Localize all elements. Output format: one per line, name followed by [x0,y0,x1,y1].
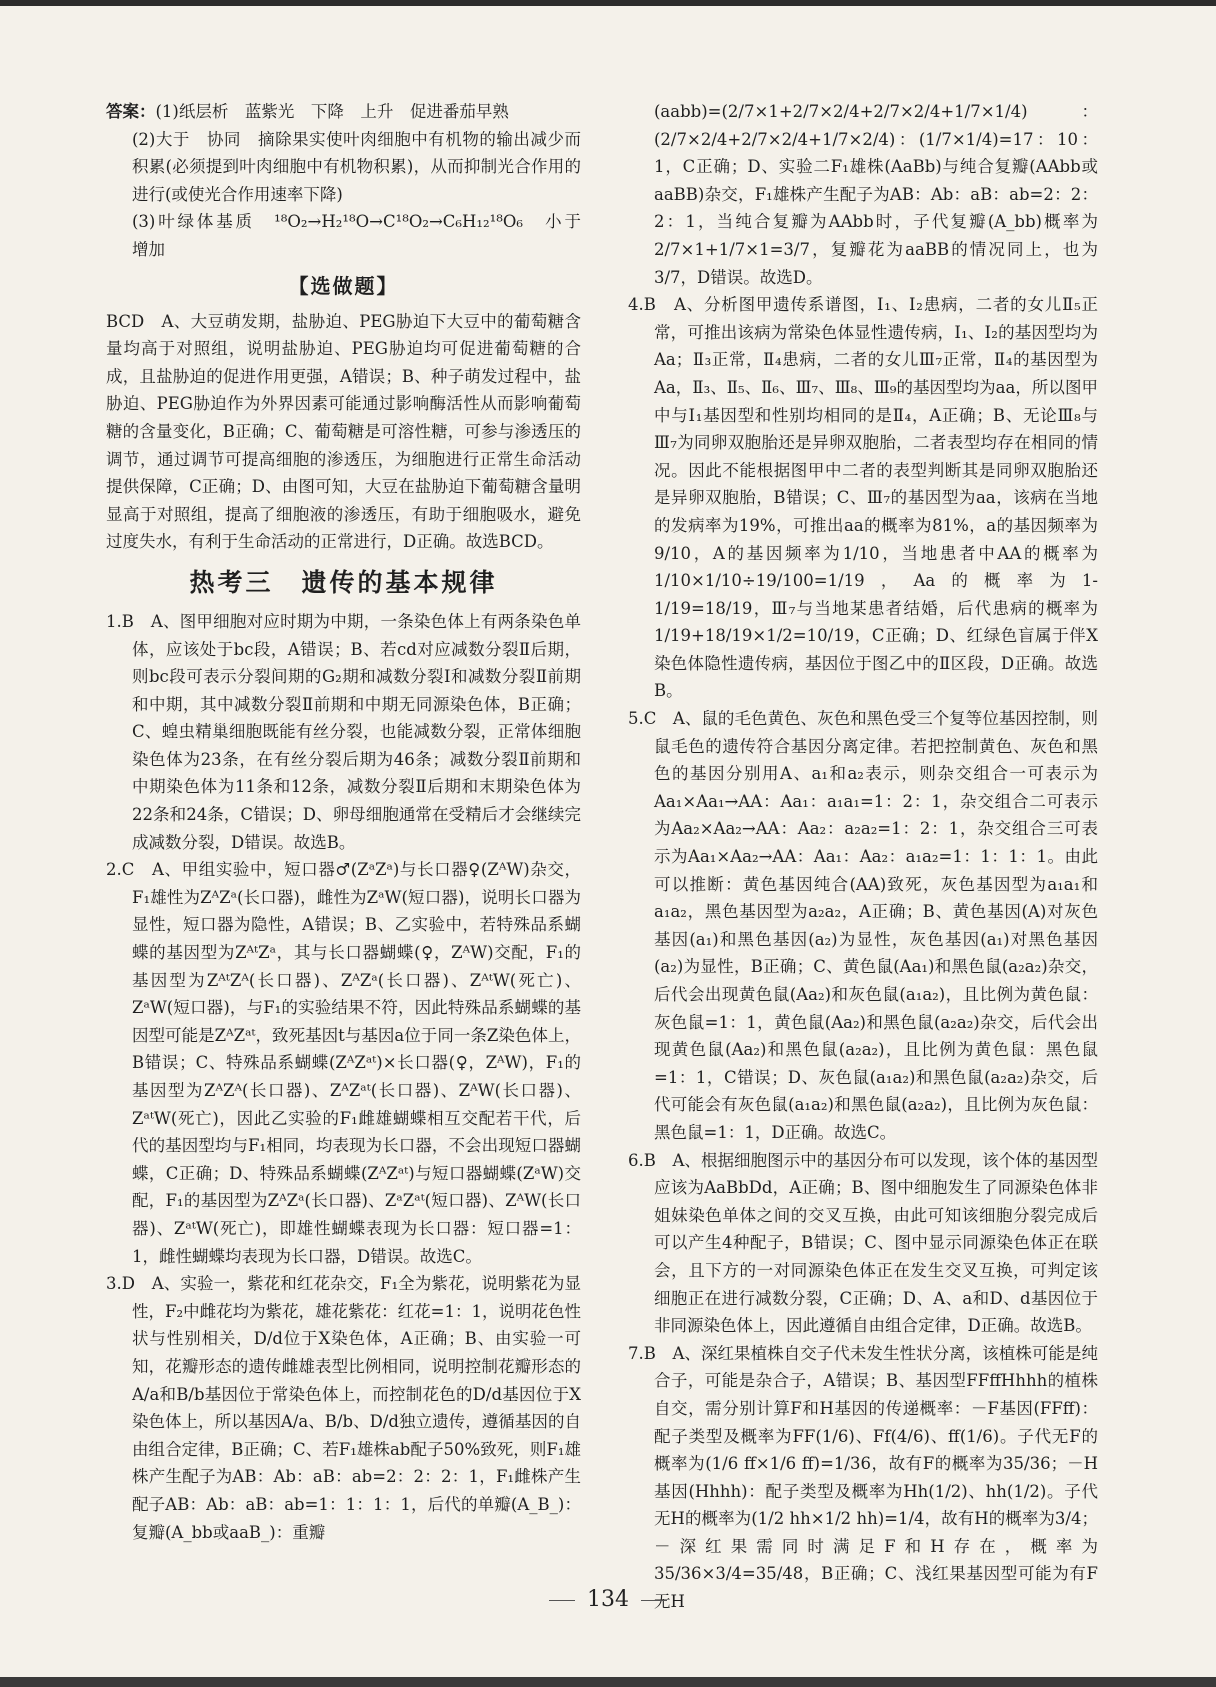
scan-top-edge [0,0,1216,6]
question-item: 7.B A、深红果植株自交子代未发生性状分离，该植株可能是纯合子，可能是杂合子，A错误；B、基因型FFffHhhh的植株自交，需分别计算F和H基因的传递概率：－F基因(FFff)：配子类型及概率为FF(1/6)、Ff(4/6)、ff(1/6)。子代无F的概率为(1/6 ff×1/6 ff)=1/36，故有F的概率为35/36；－H基因(Hhhh)：配子类型及概率为Hh(1/2)、hh(1/2)。子代无H的概率为(1/2 hh×1/2 hh)=1/4，故有H的概率为3/4；－深红果需同时满足F和H存在，概率为35/36×3/4=35/48，B正确；C、浅红果基因型可能为有F无H [628,1343,1098,1612]
question-item: 6.B A、根据细胞图示中的基因分布可以发现，该个体的基因型应该为AaBbDd，A正确；B、图中细胞发生了同源染色体非姐妹染色单体之间的交叉互换，由此可知该细胞分裂完成后可以产生4种配子，B错误；C、图中显示同源染色体正在联会，且下方的一对同源染色体正在发生交叉互换，可判定该细胞正在进行减数分裂，C正确；D、A、a和D、d基因位于非同源染色体上，因此遵循自由组合定律，D正确。故选B。 [628,1150,1098,1336]
answer-line-1: 答案：(1)纸层析 蓝紫光 下降 上升 促进番茄早熟 [106,102,509,121]
page-number-dash-left [549,1600,575,1601]
left-column [106,98,598,1546]
question-item: 2.C A、甲组实验中，短口器♂(ZᵃZᵃ)与长口器♀(ZᴬW)杂交，F₁雄性为ZᴬZᵃ(长口器)，雌性为ZᵃW(短口器)，说明长口器为显性，短口器为隐性，A错误；B、乙实验中，若特殊品系蝴蝶的基因型为ZᴬᵗZᵃ，其与长口器蝴蝶(♀，ZᴬW)交配，F₁的基因型为ZᴬᵗZᴬ(长口器)、ZᴬZᵃ(长口器)、ZᴬᵗW(死亡)、ZᵃW(短口器)，与F₁的实验结果不符，因此特殊品系蝴蝶的基因型可能是ZᴬZᵃᵗ，致死基因t与基因a位于同一条Z染色体上，B错误；C、特殊品系蝴蝶(ZᴬZᵃᵗ)×长口器(♀，ZᴬW)，F₁的基因型为ZᴬZᴬ(长口器)、ZᴬZᵃᵗ(长口器)、ZᴬW(长口器)、ZᵃᵗW(死亡)，因此乙实验的F₁雌雄蝴蝶相互交配若干代，后代的基因型均与F₁相同，均表现为长口器，不会出现短口器蝴蝶，C正确；D、特殊品系蝴蝶(ZᴬZᵃᵗ)与短口器蝴蝶(ZᵃW)交配，F₁的基因型为ZᴬZᵃ(长口器)、ZᵃZᵃᵗ(短口器)、ZᴬW(长口器)、ZᵃᵗW(死亡)，即雄性蝴蝶表现为长口器：短口器=1：1，雌性蝴蝶均表现为长口器，D错误。故选C。 [106,860,581,1266]
elective-heading: 【选做题】 [288,273,399,298]
question-item: 1.B A、图甲细胞对应时期为中期，一条染色体上有两条染色单体，应该处于bc段，A错误；B、若cd对应减数分裂Ⅱ后期，则bc段可表示分裂间期的G₂期和减数分裂Ⅰ和减数分裂Ⅱ前期和中期，其中减数分裂Ⅱ前期和中期无同源染色体，B正确；C、蝗虫精巢细胞既能有丝分裂，也能减数分裂，正常体细胞染色体为23条，在有丝分裂后期为46条；减数分裂Ⅱ前期和中期染色体为11条和12条，减数分裂Ⅱ后期和末期染色体为22条和24条，C错误；D、卵母细胞通常在受精后才会继续完成减数分裂，D错误。故选B。 [106,611,581,852]
question-item: 3.D A、实验一，紫花和红花杂交，F₁全为紫花，说明紫花为显性，F₂中雌花均为紫花，雄花紫花：红花=1：1，说明花色性状与性别相关，D/d位于X染色体，A正确；B、由实验一可知，花瓣形态的遗传雌雄表型比例相同，说明控制花瓣形态的A/a和B/b基因位于常染色体上，而控制花色的D/d基因位于X染色体上，所以基因A/a、B/b、D/d独立遗传，遵循基因的自由组合定律，B正确；C、若F₁雄株ab配子50%致死，则F₁雄株产生配子为AB：Ab：aB：ab=2：2：2：1，F₁雌株产生配子AB：Ab：aB：ab=1：1：1：1，后代的单瓣(A_B_)：复瓣(A_bb或aaB_)：重瓣 [106,1274,581,1542]
right-column [628,98,1098,1616]
page-number: 134 [0,1587,1216,1612]
question-continuation: (aabb)=(2/7×1+2/7×2/4+2/7×2/4+1/7×1/4)：(2/7×2/4+2/7×2/4+1/7×2/4)：(1/7×1/4)=17：10：1，C正确；D、实验二F₁雄株(AaBb)与纯合复瓣(AAbb或aaBB)杂交，F₁雄株产生配子为AB：Ab：aB：ab=2：2：2：1，当纯合复瓣为AAbb时，子代复瓣(A_bb)概率为2/7×1+1/7×1=3/7，复瓣花为aaBB的情况同上，也为3/7，D错误。故选D。 [654,102,1098,287]
question-item: 4.B A、分析图甲遗传系谱图，Ⅰ₁、Ⅰ₂患病，二者的女儿Ⅱ₅正常，可推出该病为常染色体显性遗传病，Ⅰ₁、Ⅰ₂的基因型均为Aa；Ⅱ₃正常，Ⅱ₄患病，二者的女儿Ⅲ₇正常，Ⅱ₄的基因型为Aa，Ⅱ₃、Ⅱ₅、Ⅱ₆、Ⅲ₇、Ⅲ₈、Ⅲ₉的基因型均为aa，所以图甲中与Ⅰ₁基因型和性别均相同的是Ⅱ₄，A正确；B、无论Ⅲ₈与Ⅲ₇为同卵双胞胎还是异卵双胞胎，二者表型均存在相同的情况。因此不能根据图甲中二者的表型判断其是同卵双胞胎还是异卵双胞胎，B错误；C、Ⅲ₇的基因型为aa，该病在当地的发病率为19%，可推出aa的概率为81%，a的基因频率为9/10，A的基因频率为1/10，当地患者中AA的概率为1/10×1/10÷19/100=1/19，Aa的概率为1-1/19=18/19，Ⅲ₇与当地某患者结婚，后代患病的概率为1/19+18/19×1/2=10/19，C正确；D、红绿色盲属于伴X染色体隐性遗传病，基因位于图乙中的Ⅱ区段，D正确。故选B。 [628,295,1098,701]
question-item: 5.C A、鼠的毛色黄色、灰色和黑色受三个复等位基因控制，则鼠毛色的遗传符合基因分离定律。若把控制黄色、灰色和黑色的基因分别用A、a₁和a₂表示，则杂交组合一可表示为Aa₁×Aa₁→AA：Aa₁：a₁a₁=1：2：1，杂交组合二可表示为Aa₂×Aa₂→AA：Aa₂：a₂a₂=1：2：1，杂交组合三可表示为Aa₁×Aa₂→AA：Aa₁：Aa₂：a₁a₂=1：1：1：1。由此可以推断：黄色基因纯合(AA)致死，灰色基因型为a₁a₁和a₁a₂，黑色基因型为a₂a₂，A正确；B、黄色基因(A)对灰色基因(a₁)和黑色基因(a₂)为显性，灰色基因(a₁)对黑色基因(a₂)为显性，B正确；C、黄色鼠(Aa₁)和黑色鼠(a₂a₂)杂交，后代会出现黄色鼠(Aa₂)和灰色鼠(a₁a₂)，且比例为黄色鼠：灰色鼠=1：1，黄色鼠(Aa₂)和黑色鼠(a₂a₂)杂交，后代会出现黄色鼠(Aa₂)和黑色鼠(a₂a₂)，且比例为黄色鼠：黑色鼠=1：1，C错误；D、灰色鼠(a₁a₂)和黑色鼠(a₂a₂)杂交，后代可能会有灰色鼠(a₁a₂)和黑色鼠(a₂a₂)，且比例为灰色鼠：黑色鼠=1：1，D正确。故选C。 [628,709,1098,1142]
scan-bottom-edge [0,1677,1216,1687]
page-number-dash-right [641,1600,667,1601]
elective-text: BCD A、大豆萌发期，盐胁迫、PEG胁迫下大豆中的葡萄糖含量均高于对照组，说明盐胁迫、PEG胁迫均可促进葡萄糖的合成，且盐胁迫的促进作用更强，A错误；B、种子萌发过程中，盐胁迫、PEG胁迫作为外界因素可能通过影响酶活性从而影响葡萄糖的含量变化，B正确；C、葡萄糖是可溶性糖，可参与渗透压的调节，通过调节可提高细胞的渗透压，为细胞进行正常生命活动提供保障，C正确；D、由图可知，大豆在盐胁迫下葡萄糖含量明显高于对照组，提高了细胞液的渗透压，有助于细胞吸水，避免过度失水，有利于生命活动的正常进行，D正确。故选BCD。 [106,311,581,552]
chapter-heading: 热考三 遗传的基本规律 [189,567,498,597]
answer-line-3: (3)叶绿体基质 ¹⁸O₂→H₂¹⁸O→C¹⁸O₂→C₆H₁₂¹⁸O₆ 小于 增加 [132,212,598,259]
answer-label: 答案： [106,102,156,121]
answer-line-2: (2)大于 协同 摘除果实使叶肉细胞中有机物的输出减少而积累(必须提到叶肉细胞中有机物积累)，从而抑制光合作用的进行(或使光合作用速率下降) [132,129,581,204]
